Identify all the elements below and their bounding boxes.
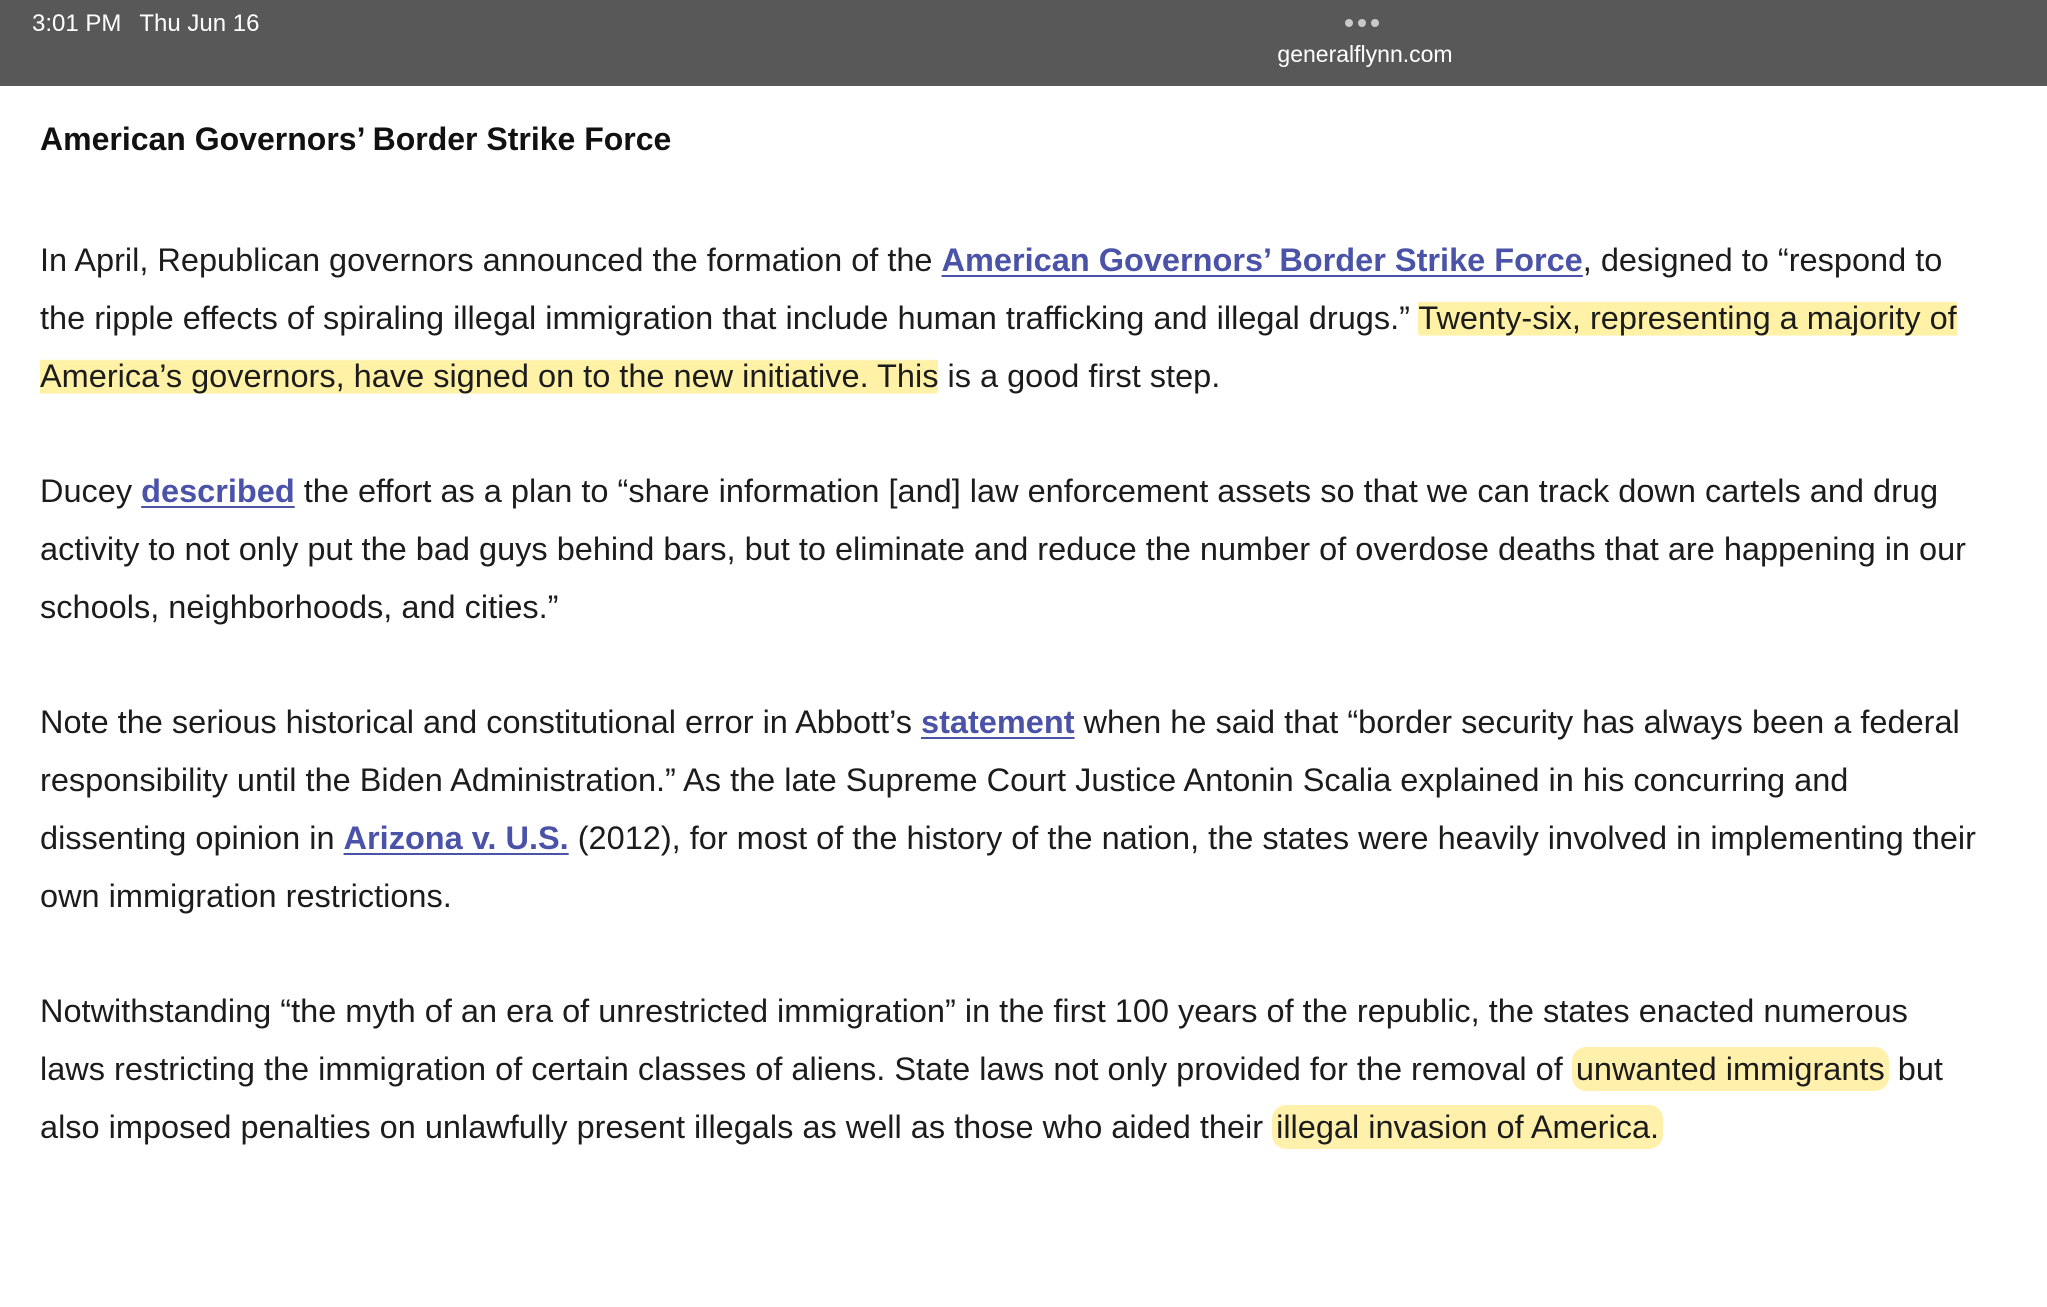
p1-text-a: In April, Republican governors announced the formation of the (40, 242, 942, 278)
status-bar (0, 0, 2047, 86)
p4-text-a: Notwithstanding “the myth of an era of unrestricted immigration” in the first 100 years of the republic, the states enacted numerous laws restricting the immigration of certain classes of aliens. State laws not only provided for the removal of (40, 993, 1908, 1087)
statement-link[interactable]: statement (921, 704, 1075, 740)
p3-text-c: (2012), for most of the history of the nation, the states were heavily involved in implementing their own immigration restrictions. (40, 820, 1976, 914)
paragraph-3 (40, 693, 1980, 925)
p4-highlight-illegal-invasion: illegal invasion of America. (1272, 1105, 1663, 1149)
p1-text-b: , designed to “respond to the ripple effects of spiraling illegal immigration that include human trafficking and illegal drugs.” (40, 242, 1943, 336)
status-time-date (32, 10, 277, 38)
p1-highlighted-text: Twenty-six, representing a majority of America’s governors, have signed on to the new initiative. This (40, 300, 1957, 394)
p4-highlight-unwanted-immigrants: unwanted immigrants (1572, 1047, 1889, 1091)
p4-text-b: but also imposed penalties on unlawfully present illegals as well as those who aided their (40, 1051, 1943, 1145)
paragraph-4 (40, 982, 1980, 1156)
border-strike-force-link[interactable]: American Governors’ Border Strike Force (941, 242, 1583, 278)
p3-text-b: when he said that “border security has always been a federal responsibility until the Biden Administration.” As the late Supreme Court Justice Antonin Scalia explained in his concurring and dissenting opinion in (40, 704, 1960, 856)
p2-text-b: the effort as a plan to “share information [and] law enforcement assets so that we can track down cartels and drug activity to not only put the bad guys behind bars, but to eliminate and reduce the number of overdose deaths that are happening in our schools, neighborhoods, and cities.” (40, 473, 1966, 625)
address-bar-url[interactable]: generalflynn.com (1277, 41, 1453, 67)
status-date: Thu Jun 16 (139, 10, 260, 37)
described-link[interactable]: described (141, 473, 295, 509)
paragraph-1 (40, 231, 1980, 405)
status-time: 3:01 PM (32, 10, 122, 37)
section-heading: American Governors’ Border Strike Force (40, 121, 672, 157)
p2-text-a: Ducey (40, 473, 142, 509)
arizona-v-us-link[interactable]: Arizona v. U.S. (343, 820, 569, 856)
p3-text-a: Note the serious historical and constitutional error in Abbott’s (40, 704, 921, 740)
multitasking-dots-icon[interactable] (1345, 19, 1379, 27)
p1-text-c: is a good first step. (938, 358, 1221, 394)
paragraph-2 (40, 462, 1980, 636)
article-body (40, 86, 1980, 1156)
